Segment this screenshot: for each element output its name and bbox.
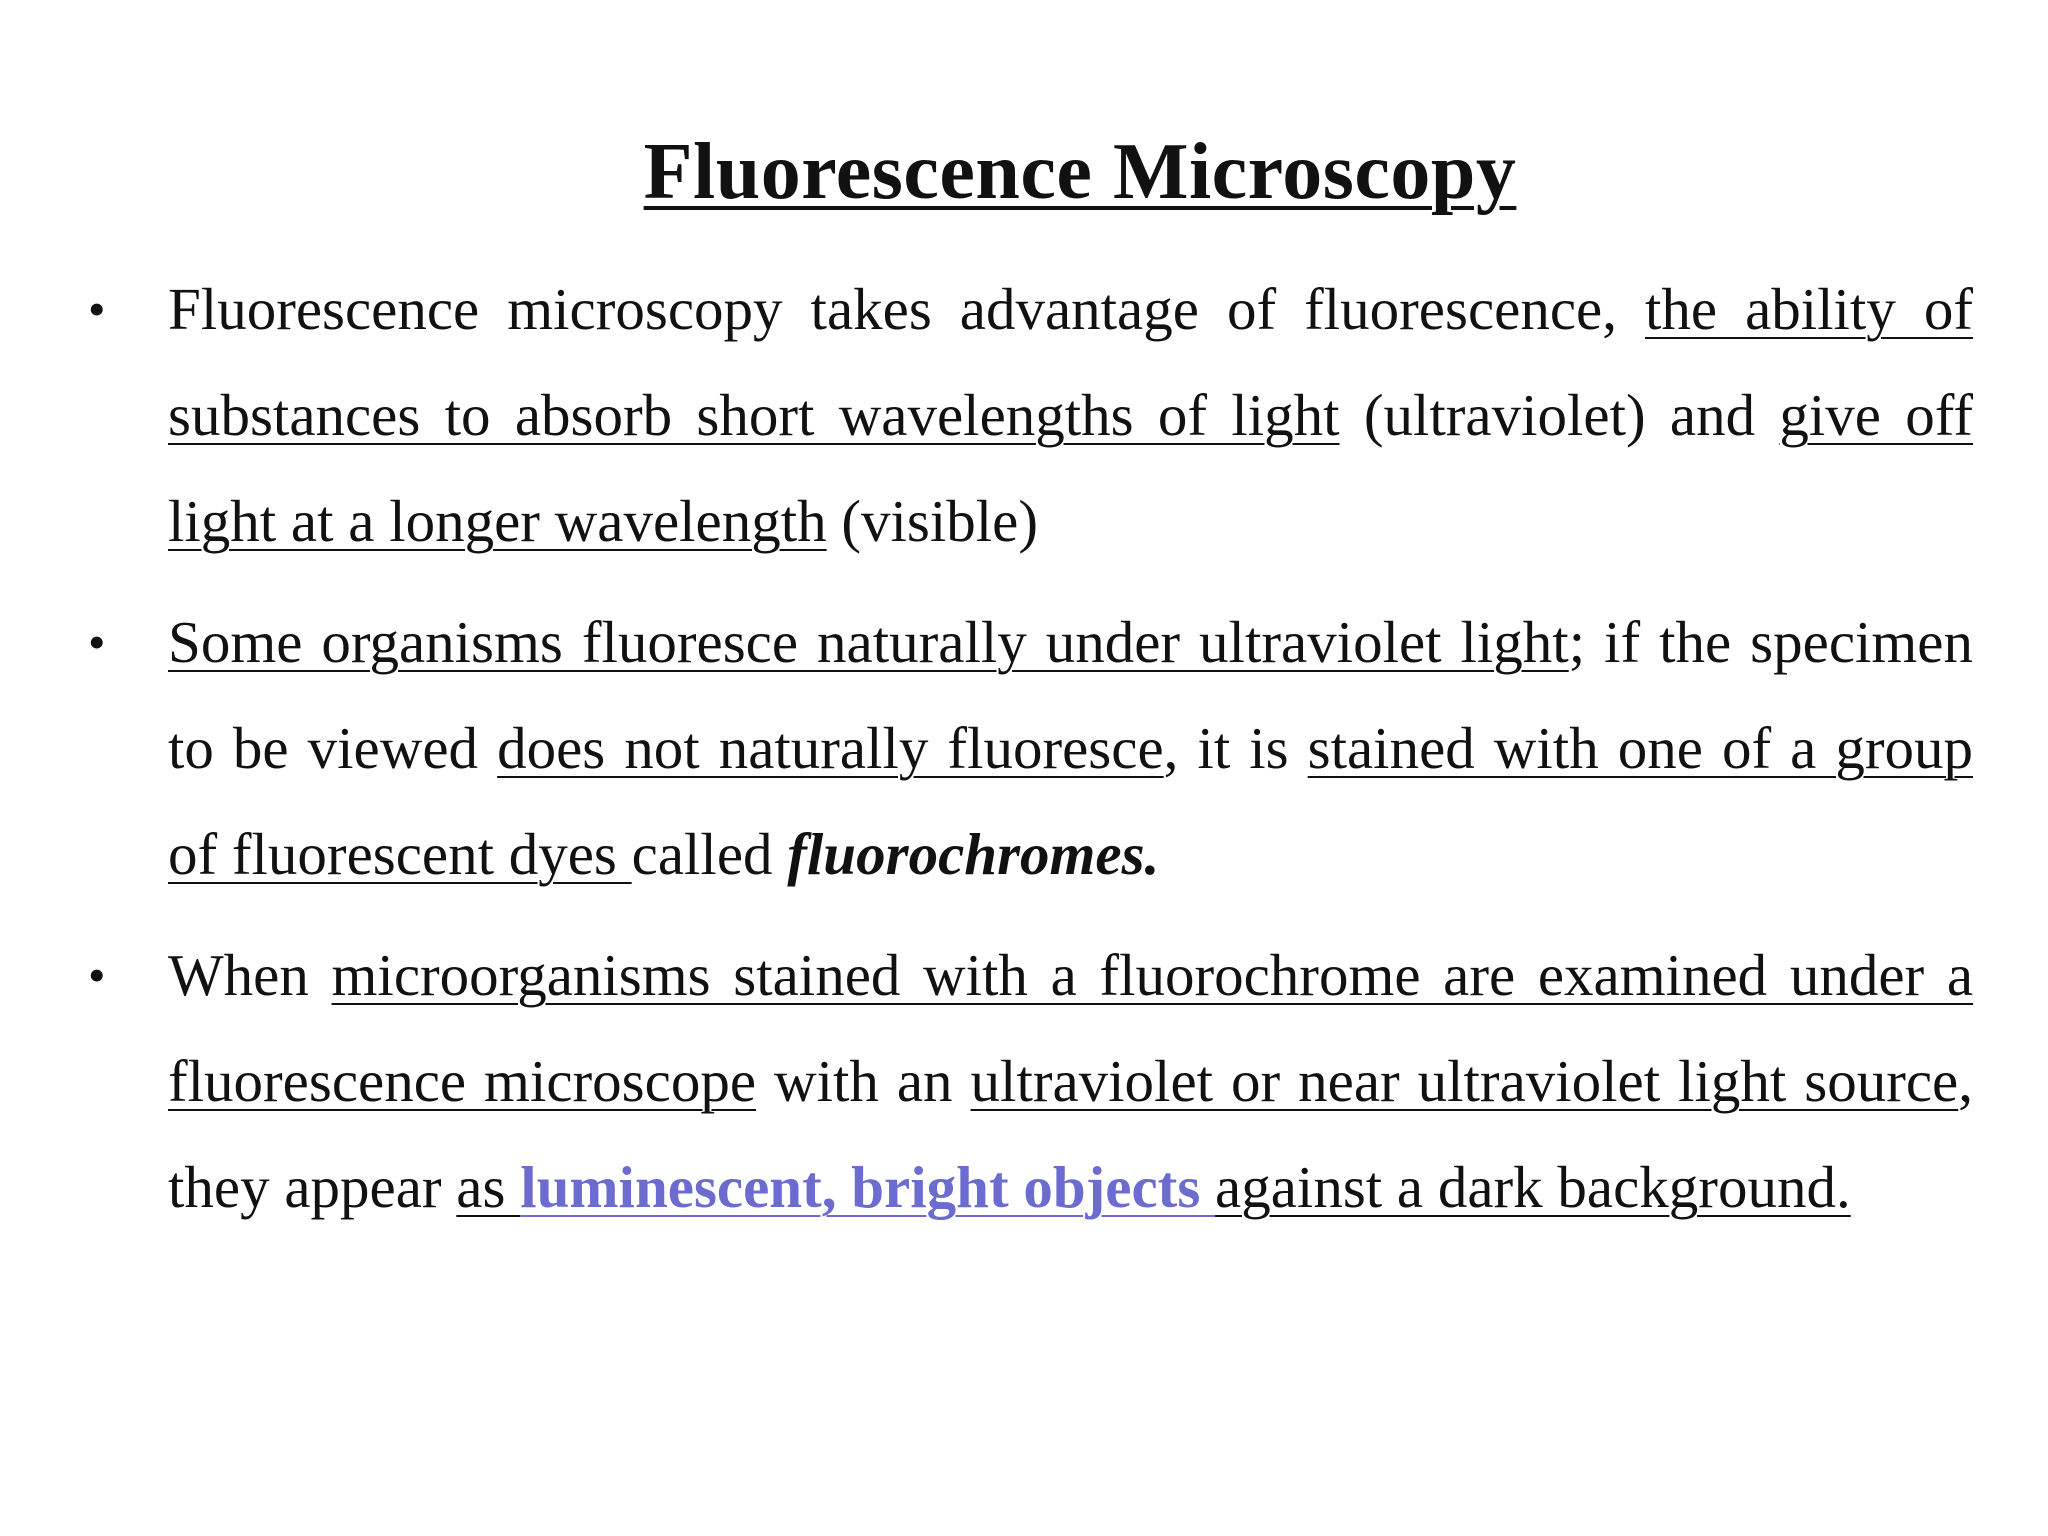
underlined-phrase: as <box>456 1154 521 1220</box>
text-run: , it is <box>1163 715 1308 781</box>
emphasized-term: fluorochromes. <box>787 821 1160 887</box>
underlined-phrase: Some organisms fluoresce naturally under ultraviolet light <box>168 609 1569 675</box>
bullet-dot-icon: • <box>88 281 106 337</box>
text-run: ; if the specimen to be viewed <box>168 609 1973 781</box>
underlined-phrase: against a dark background. <box>1215 1154 1851 1220</box>
bullet-text <box>168 256 1973 574</box>
bullet-text <box>168 922 1973 1240</box>
bullet-text <box>168 589 1973 907</box>
bullet-item <box>0 922 2048 1240</box>
underlined-phrase: microorganisms stained with a fluorochrome are examined under a fluorescence microscope <box>168 942 1974 1114</box>
slide-title: Fluorescence Microscopy <box>643 128 1517 216</box>
text-run: , they appear <box>168 1048 1973 1220</box>
text-run: (visible) <box>826 488 1038 554</box>
underlined-phrase: does not naturally fluoresce <box>497 715 1164 781</box>
text-run: with an <box>756 1048 971 1114</box>
underlined-phrase: stained with one of a group of fluorescent dyes <box>168 715 1974 887</box>
underlined-phrase: the ability of substances to absorb short wavelengths of light <box>168 276 1973 448</box>
bullet-item <box>0 589 2048 907</box>
highlighted-phrase: luminescent, bright objects <box>520 1154 1216 1220</box>
text-run: (ultraviolet) and <box>1339 382 1780 448</box>
bullet-list <box>0 256 2048 1255</box>
bullet-dot-icon: • <box>88 947 106 1003</box>
bullet-dot-icon: • <box>88 614 106 670</box>
text-run: called <box>631 821 788 887</box>
text-run: When <box>168 942 332 1008</box>
underlined-phrase: ultraviolet or near ultraviolet light source <box>970 1048 1959 1114</box>
text-run: Fluorescence microscopy takes advantage of fluorescence, <box>168 276 1645 342</box>
underlined-phrase: give off light at a longer wavelength <box>168 382 1973 554</box>
bullet-item <box>0 256 2048 574</box>
